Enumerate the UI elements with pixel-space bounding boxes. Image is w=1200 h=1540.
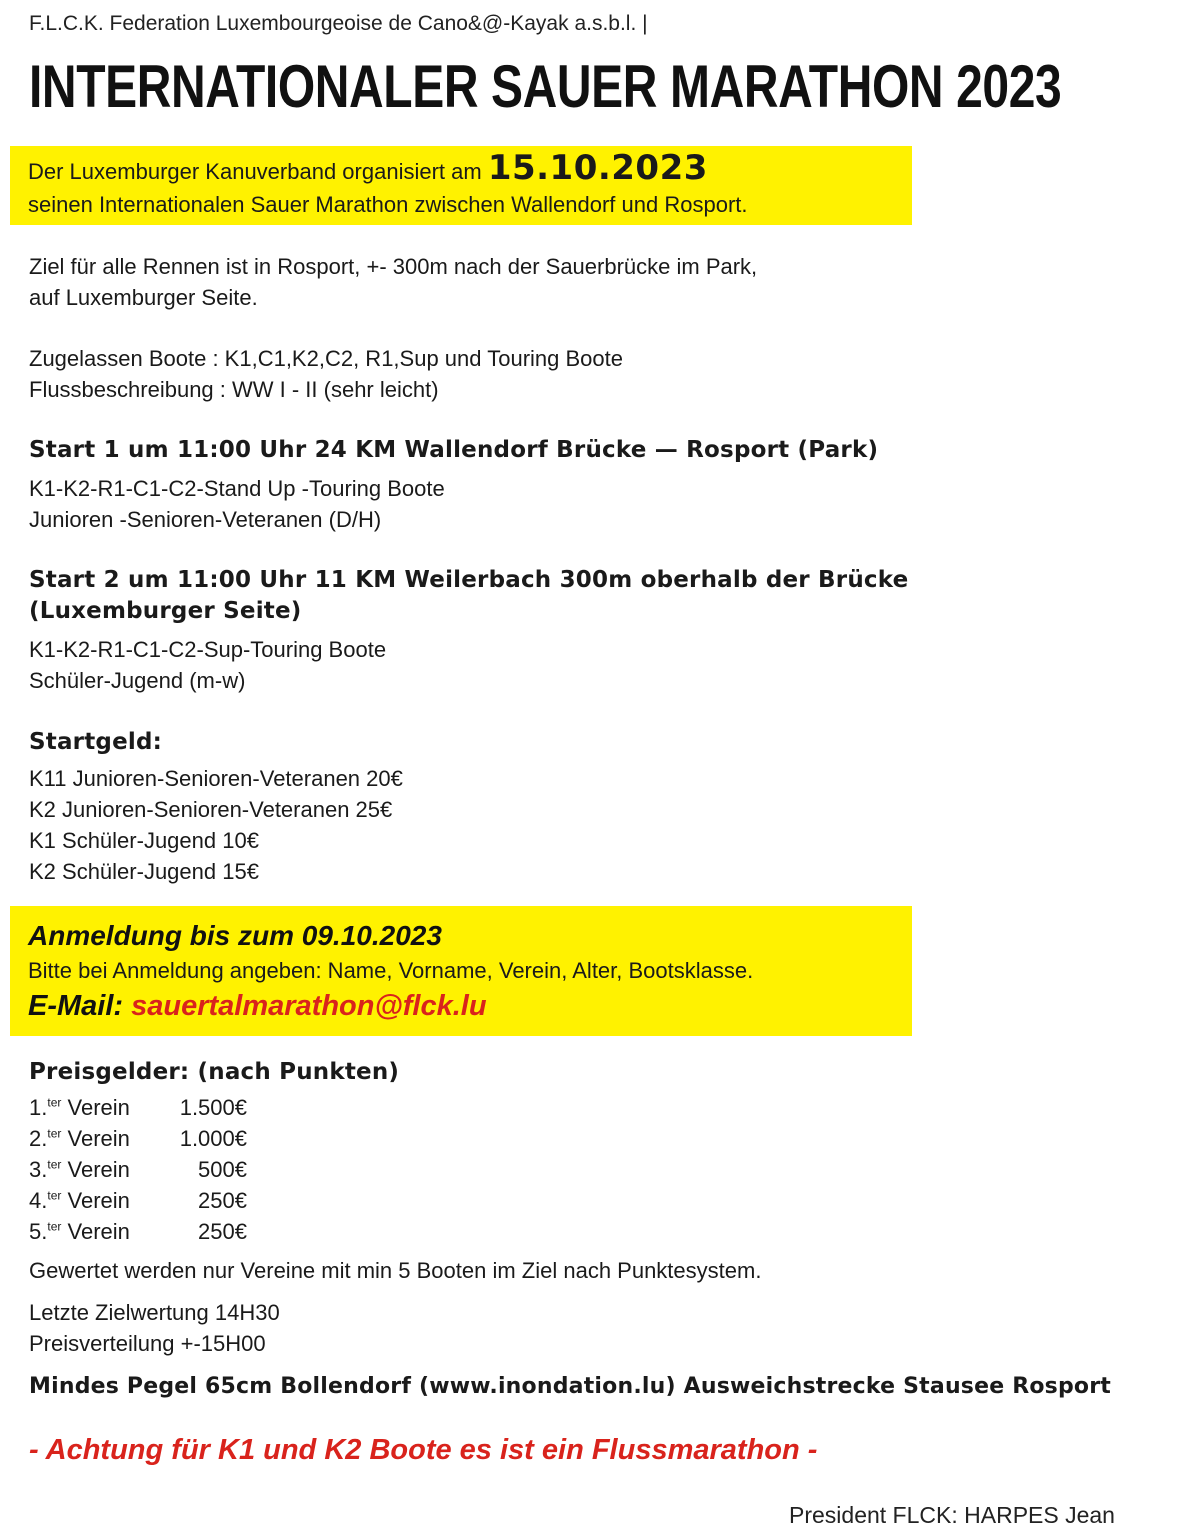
start2-boats: K1-K2-R1-C1-C2-Sup-Touring Boote	[29, 637, 387, 662]
prize-club: Verein	[67, 1126, 130, 1151]
prize-row	[29, 1095, 247, 1121]
prize-club: Verein	[67, 1157, 130, 1182]
prize-rank: 4.	[29, 1188, 48, 1213]
prize-row	[29, 1157, 247, 1183]
prize-rank-suffix: ter	[47, 1157, 62, 1172]
prize-row	[29, 1219, 247, 1245]
event-date: 15.10.2023	[487, 148, 708, 188]
fee-item: K2 Junioren-Senioren-Veteranen 25€	[29, 797, 393, 822]
prize-row	[29, 1188, 247, 1214]
intro-prefix: Der Luxemburger Kanuverband organisiert am	[28, 159, 488, 184]
prize-rank: 5.	[29, 1219, 48, 1244]
prize-club: Verein	[67, 1188, 130, 1213]
organization-header: F.L.C.K. Federation Luxembourgeoise de Cano&@-Kayak a.s.b.l. |	[29, 12, 648, 35]
start1-categories: Junioren -Senioren-Veteranen (D/H)	[29, 507, 382, 532]
allowed-boats: Zugelassen Boote : K1,C1,K2,C2, R1,Sup und Touring Boote	[29, 346, 623, 371]
registration-deadline: Anmeldung bis zum 09.10.2023	[28, 920, 442, 951]
prize-row	[29, 1126, 247, 1152]
prize-rank: 3.	[29, 1157, 48, 1182]
email-link[interactable]: sauertalmarathon@flck.lu	[131, 990, 487, 1022]
prize-amount: 500€	[198, 1157, 247, 1182]
finish-line-1: Ziel für alle Rennen ist in Rosport, +- 300m nach der Sauerbrücke im Park,	[29, 254, 758, 279]
prize-amount: 1.000€	[179, 1126, 247, 1151]
start2-heading: Start 2 um 11:00 Uhr 11 KM Weilerbach 300m oberhalb der Brücke	[29, 567, 909, 593]
registration-box	[10, 906, 912, 1036]
prize-amount: 1.500€	[179, 1095, 247, 1120]
prize-rank: 1.	[29, 1095, 48, 1120]
fee-item: K2 Schüler-Jugend 15€	[29, 859, 259, 884]
prize-rank-suffix: ter	[47, 1188, 62, 1203]
prize-club: Verein	[67, 1219, 130, 1244]
prize-amount: 250€	[198, 1219, 247, 1244]
prizes-heading: Preisgelder: (nach Punkten)	[29, 1059, 400, 1085]
river-description: Flussbeschreibung : WW I - II (sehr leicht)	[29, 377, 439, 402]
prize-amount: 250€	[198, 1188, 247, 1213]
start1-boats: K1-K2-R1-C1-C2-Stand Up -Touring Boote	[29, 476, 445, 501]
water-level-note: Mindes Pegel 65cm Bollendorf (www.inondation.lu) Ausweichstrecke Stausee Rosport	[29, 1374, 1111, 1399]
prize-rank: 2.	[29, 1126, 48, 1151]
email-label: E-Mail:	[28, 990, 132, 1022]
prize-rank-suffix: ter	[47, 1126, 62, 1141]
fee-item: K11 Junioren-Senioren-Veteranen 20€	[29, 766, 403, 791]
fees-heading: Startgeld:	[29, 729, 163, 755]
last-finish-time: Letzte Zielwertung 14H30	[29, 1300, 280, 1325]
page-title: INTERNATIONALER SAUER MARATHON 2023	[29, 53, 1062, 120]
intro-line-2: seinen Internationalen Sauer Marathon zwischen Wallendorf und Rosport.	[28, 192, 748, 217]
signature: President FLCK: HARPES Jean	[789, 1502, 1115, 1528]
start1-heading: Start 1 um 11:00 Uhr 24 KM Wallendorf Brücke — Rosport (Park)	[29, 437, 879, 463]
intro-box	[10, 146, 912, 225]
start2-categories: Schüler-Jugend (m-w)	[29, 668, 246, 693]
fee-item: K1 Schüler-Jugend 10€	[29, 828, 259, 853]
award-time: Preisverteilung +-15H00	[29, 1331, 266, 1356]
prize-rank-suffix: ter	[47, 1219, 62, 1234]
finish-line-2: auf Luxemburger Seite.	[29, 285, 258, 310]
registration-info: Bitte bei Anmeldung angeben: Name, Vorname, Verein, Alter, Bootsklasse.	[28, 958, 754, 983]
prizes-note: Gewertet werden nur Vereine mit min 5 Booten im Ziel nach Punktesystem.	[29, 1258, 762, 1283]
email-line	[28, 990, 487, 1023]
intro-line-1	[28, 148, 708, 188]
prize-rank-suffix: ter	[47, 1095, 62, 1110]
warning-line: - Achtung für K1 und K2 Boote es ist ein Flussmarathon -	[29, 1434, 818, 1466]
prize-club: Verein	[67, 1095, 130, 1120]
start2-heading-cont: (Luxemburger Seite)	[29, 598, 302, 624]
